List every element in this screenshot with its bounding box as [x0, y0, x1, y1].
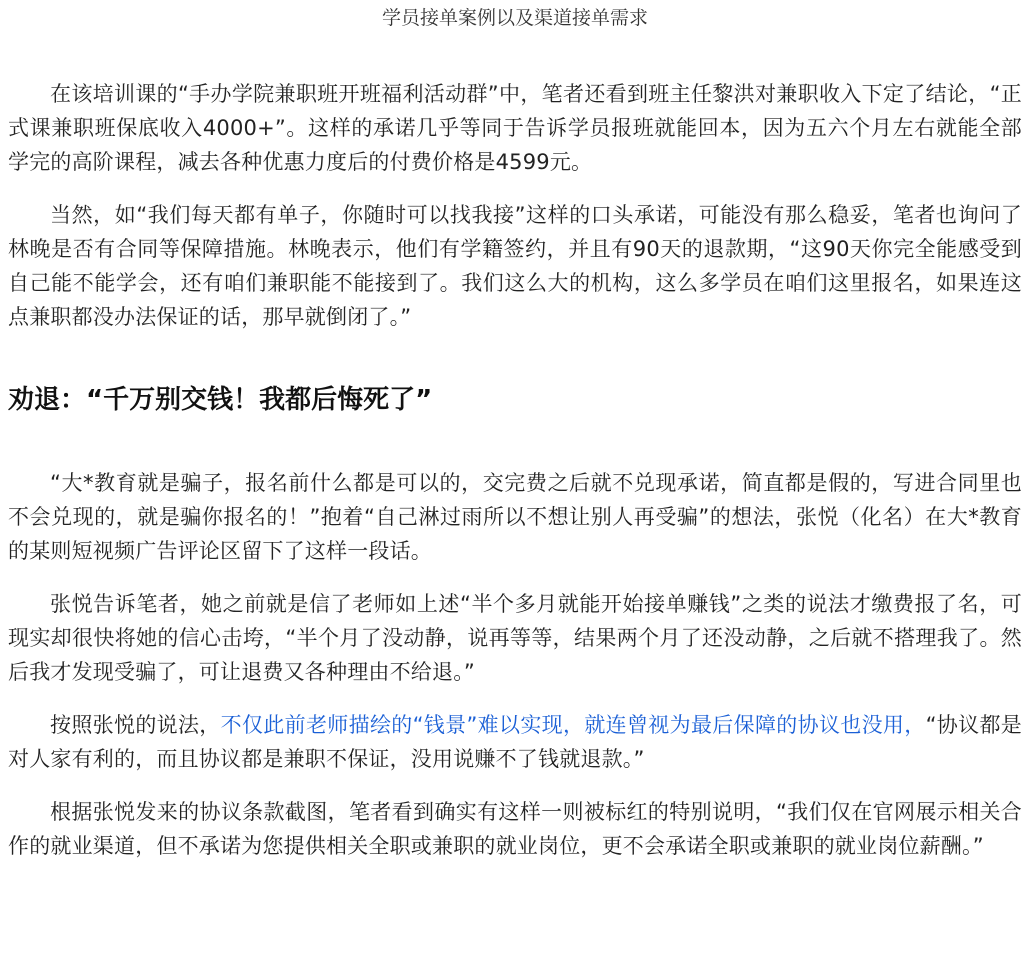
- paragraph-5-prefix: 按照张悦的说法，: [50, 713, 221, 737]
- paragraph-2: 当然，如“我们每天都有单子，你随时可以找我接”这样的口头承诺，可能没有那么稳妥，笔者也询问了林晚是否有合同等保障措施。林晚表示，他们有学籍签约，并且有90天的退款期，“这90天你完全能感受到自己能不能学会，还有咱们兼职能不能接到了。我们这么大的机构，这么多学员在咱们这里报名，如果连这点兼职都没办法保证的话，那早就倒闭了。”: [8, 203, 1022, 329]
- paragraph-4: 张悦告诉笔者，她之前就是信了老师如上述“半个多月就能开始接单赚钱”之类的说法才缴费报了名，可现实却很快将她的信心击垮，“半个月了没动静，说再等等，结果两个月了还没动静，之后就不搭理我了。然后我才发现受骗了，可让退费又各种理由不给退。”: [8, 592, 1022, 684]
- section-heading: 劝退：“千万别交钱！我都后悔死了”: [8, 385, 433, 415]
- paragraph-6: 根据张悦发来的协议条款截图，笔者看到确实有这样一则被标红的特别说明，“我们仅在官网展示相关合作的就业渠道，但不承诺为您提供相关全职或兼职的就业岗位，更不会承诺全职或兼职的就业岗位薪酬。”: [8, 800, 1022, 858]
- paragraph-5-highlight: 不仅此前老师描绘的“钱景”难以实现，就连曾视为最后保障的协议也没用，: [220, 713, 926, 737]
- image-caption: 学员接单案例以及渠道接单需求: [381, 7, 648, 29]
- paragraph-5-suffix: “协议都是对人家有利的，而且协议都是兼职不保证，没用说赚不了钱就退款。”: [8, 713, 1022, 771]
- paragraph-1: 在该培训课的“手办学院兼职班开班福利活动群”中，笔者还看到班主任黎洪对兼职收入下定了结论，“正式课兼职班保底收入4000+”。这样的承诺几乎等同于告诉学员报班就能回本，因为五六个月左右就能全部学完的高阶课程，减去各种优惠力度后的付费价格是4599元。: [8, 82, 1022, 174]
- paragraph-5: [8, 708, 1022, 776]
- paragraph-3: “大*教育就是骗子，报名前什么都是可以的，交完费之后就不兑现承诺，简直都是假的，写进合同里也不会兑现的，就是骗你报名的！”抱着“自己淋过雨所以不想让别人再受骗”的想法，张悦（化名）在大*教育的某则短视频广告评论区留下了这样一段话。: [8, 471, 1022, 563]
